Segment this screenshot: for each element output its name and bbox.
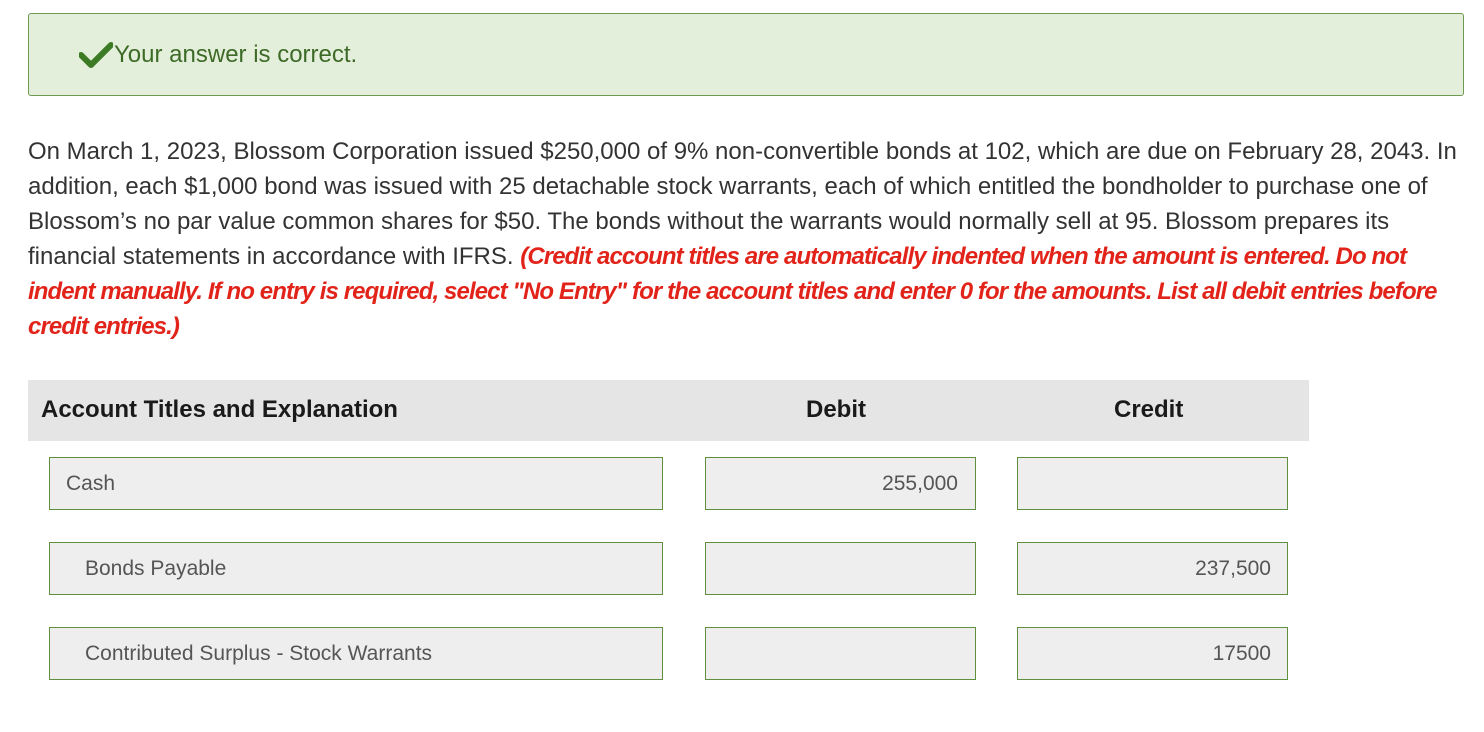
question-text [28,134,1464,344]
account-title-field[interactable]: Bonds Payable [49,542,663,595]
debit-amount-field[interactable] [705,542,976,595]
debit-amount-field[interactable] [705,627,976,680]
question-instructions: (Credit account titles are automatically indented when the amount is entered. Do not indent manually. If no entry is required, select "No Entry" for the account titles and enter 0 for the amounts. List all debit entries before credit entries.) [28,243,1437,340]
journal-table-header [28,380,1309,441]
credit-amount-field[interactable]: 17500 [1017,627,1288,680]
header-debit: Debit [806,396,866,423]
header-account-titles: Account Titles and Explanation [41,396,398,423]
debit-amount-field[interactable]: 255,000 [705,457,976,510]
account-title-field[interactable]: Contributed Surplus - Stock Warrants [49,627,663,680]
feedback-message: Your answer is correct. [114,41,358,68]
credit-amount-field[interactable] [1017,457,1288,510]
account-title-field[interactable]: Cash [49,457,663,510]
header-credit: Credit [1114,396,1184,423]
question-body: On March 1, 2023, Blossom Corporation issued $250,000 of 9% non-convertible bonds at 102, which are due on February 28, 2043. In addition, each $1,000 bond was issued with 25 detachable stock warrants, each of which entitled the bondholder to purchase one of Blossom’s no par value common shares for $50. The bonds without the warrants would normally sell at 95. Blossom prepares its financial statements in accordance with IFRS. [28,138,1457,270]
credit-amount-field[interactable]: 237,500 [1017,542,1288,595]
feedback-banner [28,13,1464,96]
checkmark-icon [79,42,113,68]
